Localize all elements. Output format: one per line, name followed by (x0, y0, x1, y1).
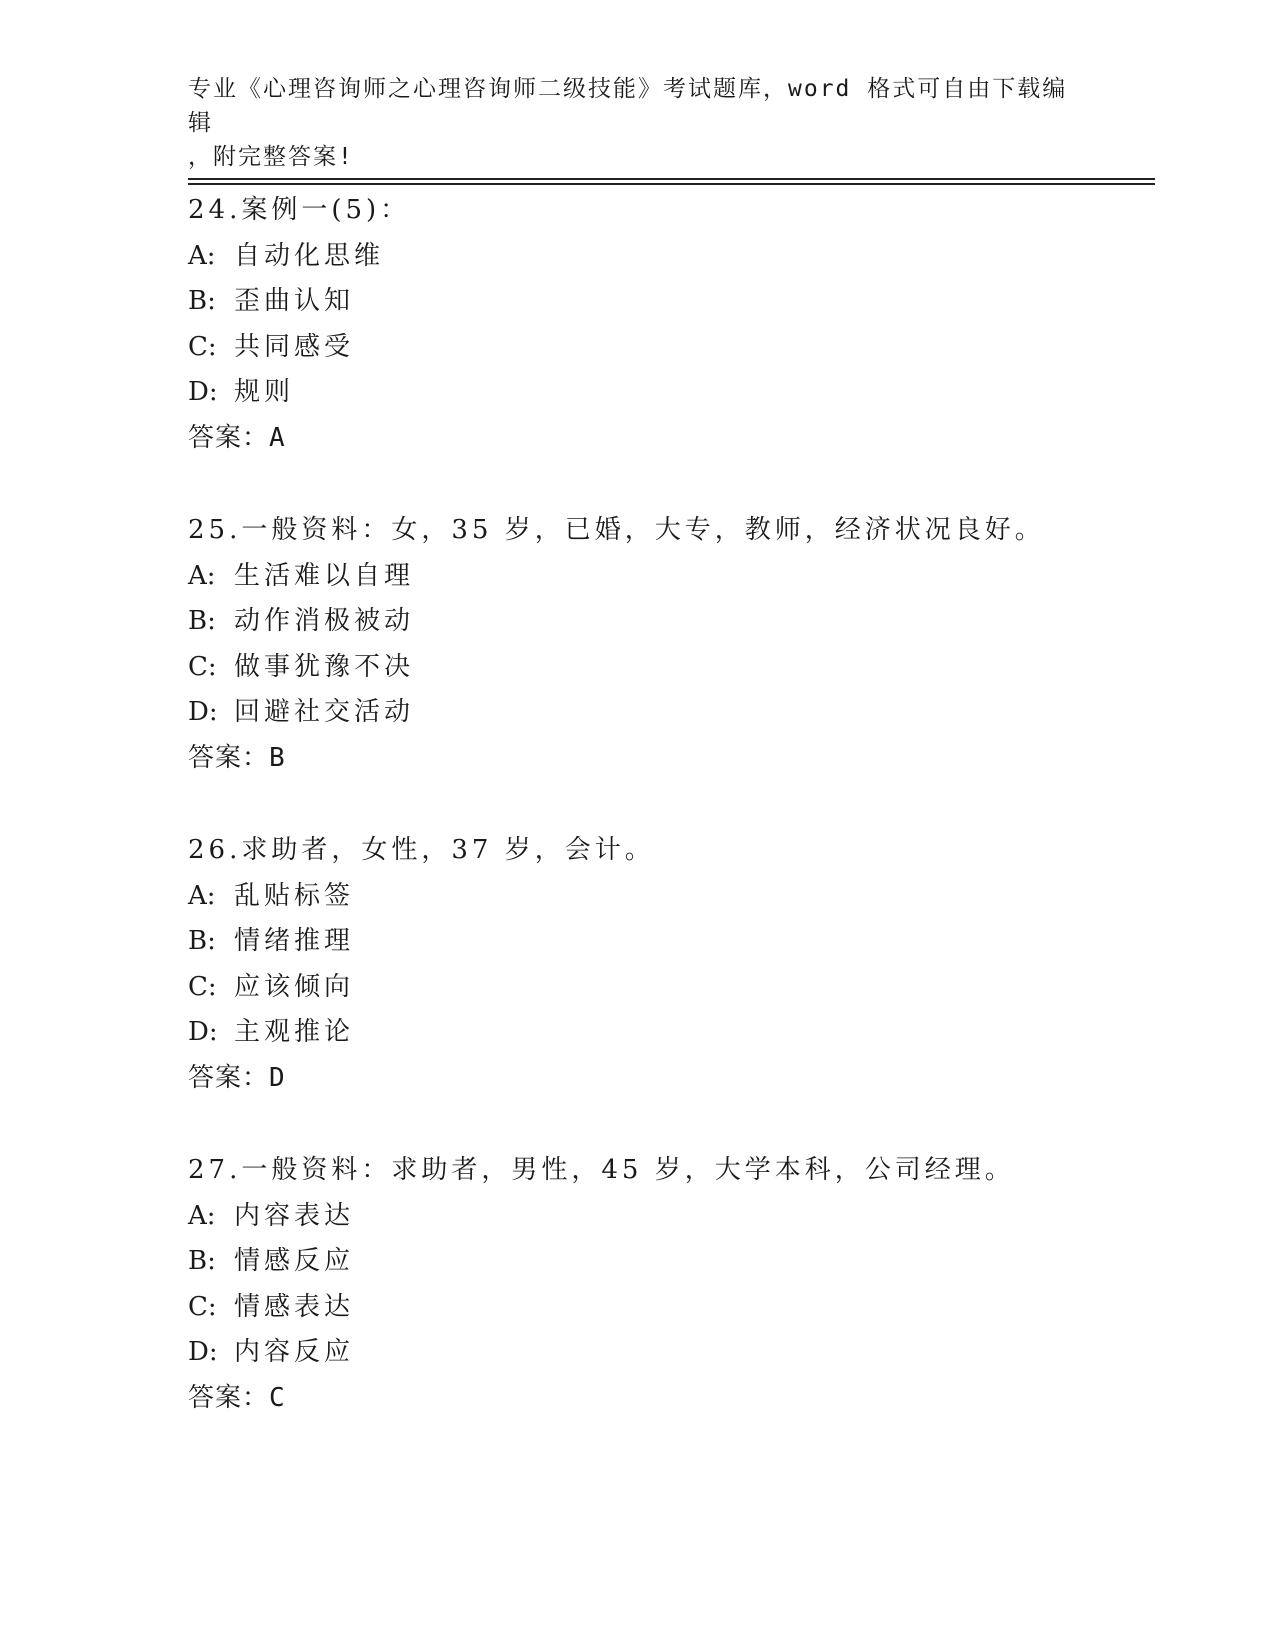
header-divider-top (188, 178, 1155, 180)
option-letter: A: (188, 1200, 216, 1231)
option-letter: B: (188, 286, 216, 317)
answer-line: 答案：A (188, 422, 286, 453)
option-text: 内容表达 (234, 1200, 355, 1231)
question-24 (188, 188, 1155, 462)
option-b (188, 919, 1155, 965)
option-letter: A: (188, 880, 216, 911)
option-text: 内容反应 (234, 1337, 355, 1368)
option-c (188, 645, 1155, 691)
option-d (188, 370, 1155, 416)
option-a (188, 874, 1155, 920)
option-d (188, 1330, 1155, 1376)
option-c (188, 325, 1155, 371)
option-text: 乱贴标签 (234, 880, 355, 911)
option-text: 歪曲认知 (234, 286, 355, 317)
header-line-1: 专业《心理咨询师之心理咨询师二级技能》考试题库，word 格式可自由下载编辑 (188, 76, 1068, 136)
header-line-2: ，附完整答案! (188, 144, 354, 170)
option-b (188, 279, 1155, 325)
option-text: 情绪推理 (234, 926, 355, 957)
option-text: 主观推论 (234, 1017, 355, 1048)
option-text: 做事犹豫不决 (234, 651, 415, 682)
option-text: 共同感受 (234, 331, 355, 362)
option-d (188, 690, 1155, 736)
option-text: 情感表达 (234, 1291, 355, 1322)
option-letter: C: (188, 651, 217, 682)
option-c (188, 1285, 1155, 1331)
option-letter: A: (188, 560, 216, 591)
option-c (188, 965, 1155, 1011)
option-letter: D: (188, 377, 218, 408)
option-letter: B: (188, 606, 216, 637)
option-text: 回避社交活动 (234, 697, 415, 728)
option-letter: A: (188, 240, 216, 271)
option-letter: C: (188, 1291, 217, 1322)
option-text: 情感反应 (234, 1246, 355, 1277)
document-header (188, 72, 1088, 174)
option-text: 自动化思维 (234, 240, 385, 271)
header-divider-bottom (188, 183, 1155, 185)
option-text: 规则 (234, 377, 295, 408)
option-b (188, 1239, 1155, 1285)
option-a (188, 234, 1155, 280)
option-a (188, 1194, 1155, 1240)
option-letter: D: (188, 1337, 218, 1368)
option-letter: B: (188, 1246, 216, 1277)
option-text: 生活难以自理 (234, 560, 415, 591)
option-letter: D: (188, 697, 218, 728)
option-letter: D: (188, 1017, 218, 1048)
option-b (188, 599, 1155, 645)
answer-line: 答案：D (188, 1062, 286, 1093)
question-26 (188, 828, 1155, 1102)
question-stem: 26.求助者，女性，37 岁，会计。 (188, 835, 655, 865)
option-letter: C: (188, 331, 217, 362)
option-text: 应该倾向 (234, 971, 355, 1002)
option-letter: C: (188, 971, 217, 1002)
question-stem: 24.案例一(5)： (188, 195, 411, 225)
question-27 (188, 1148, 1155, 1422)
option-a (188, 554, 1155, 600)
option-d (188, 1010, 1155, 1056)
question-stem: 25.一般资料：女，35 岁，已婚，大专，教师，经济状况良好。 (188, 515, 1045, 545)
answer-line: 答案：C (188, 1382, 286, 1413)
question-25 (188, 508, 1155, 782)
answer-line: 答案：B (188, 742, 286, 773)
option-letter: B: (188, 926, 216, 957)
option-text: 动作消极被动 (234, 606, 415, 637)
question-stem: 27.一般资料：求助者，男性，45 岁，大学本科，公司经理。 (188, 1155, 1015, 1185)
